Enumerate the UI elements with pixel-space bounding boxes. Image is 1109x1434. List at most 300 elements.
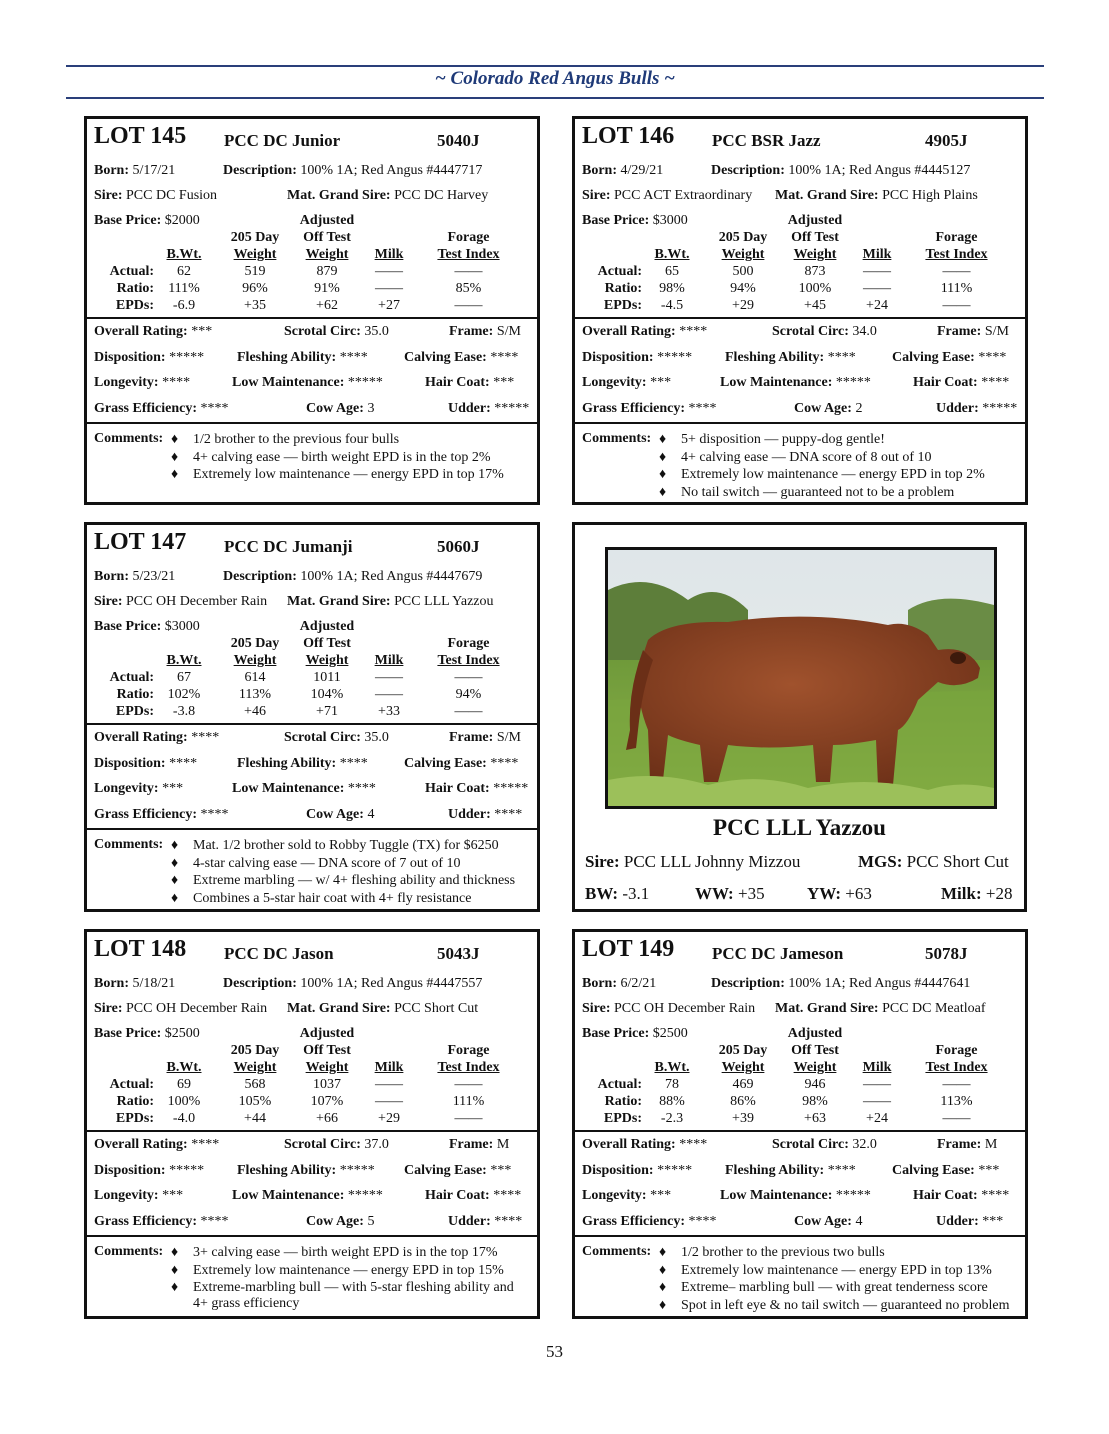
lot-card-145 [84, 116, 540, 505]
base-price: Base Price: $2500 [94, 1026, 200, 1041]
rating-udder: Udder: *** [936, 1213, 1004, 1229]
rating-longevity: Longevity: *** [94, 781, 184, 796]
row-label-epds: EPDs: [115, 1111, 154, 1126]
performance-cell: —— [942, 1111, 971, 1126]
performance-cell: +29 [732, 298, 754, 313]
bull-tag: 4905J [925, 131, 968, 150]
sire: Sire: PCC OH December Rain [582, 1001, 756, 1016]
rating-frame: Frame: M [449, 1137, 510, 1152]
performance-cell: —— [863, 1077, 891, 1092]
row-label-actual: Actual: [597, 1077, 642, 1092]
rating-cow_age: Cow Age: 3 [306, 400, 375, 416]
bull-name: PCC DC Junior [224, 131, 341, 150]
bull-tag: 5043J [437, 944, 480, 963]
header-forage: Forage [447, 230, 490, 245]
performance-cell: —— [454, 1077, 483, 1092]
comment-item: 3+ calving ease — birth weight EPD is in the top 17% [193, 1245, 498, 1260]
lot-heading [582, 936, 1019, 966]
rating-hair: Hair Coat: **** [425, 1188, 522, 1203]
row-label-epds: EPDs: [115, 298, 154, 313]
divider [575, 422, 1025, 424]
rating-low_maint: Low Maintenance: **** [232, 781, 376, 796]
rating-low_maint: Low Maintenance: ***** [720, 1188, 871, 1203]
performance-cell: 107% [310, 1094, 344, 1109]
header-test_index: Test Index [437, 653, 500, 668]
performance-cell: —— [454, 264, 483, 279]
header-adjusted: Adjusted [299, 619, 355, 634]
header-205-day: 205 Day [230, 1043, 280, 1058]
header-adjusted: Adjusted [299, 213, 355, 228]
header-milk: Milk [374, 653, 404, 668]
header-weight: Weight [233, 1060, 277, 1075]
performance-cell: —— [454, 1111, 483, 1126]
divider [87, 317, 537, 319]
rating-cow_age: Cow Age: 2 [794, 400, 863, 416]
performance-cell: —— [375, 687, 403, 702]
performance-cell: 519 [244, 264, 266, 279]
rating-disposition: Disposition: **** [94, 755, 198, 771]
performance-cell: -3.8 [172, 704, 196, 719]
born-date: Born: 5/17/21 [94, 163, 176, 178]
performance-cell: 65 [665, 264, 679, 279]
rating-cow_age: Cow Age: 4 [306, 806, 375, 822]
rating-disposition: Disposition: ***** [582, 349, 693, 365]
lot-number: LOT 147 [94, 529, 187, 555]
divider [87, 1235, 537, 1237]
performance-cell: 113% [238, 687, 272, 702]
rating-scrotal: Scrotal Circ: 35.0 [284, 324, 389, 339]
base-price: Base Price: $3000 [582, 213, 688, 228]
rating-overall: Overall Rating: **** [582, 324, 708, 339]
header-weight2: Weight [793, 247, 837, 262]
lot-heading [94, 936, 531, 966]
rating-hair: Hair Coat: **** [913, 375, 1010, 390]
rating-grass: Grass Efficiency: **** [94, 806, 229, 822]
row-label-ratio: Ratio: [116, 281, 154, 296]
header-forage: Forage [935, 1043, 978, 1058]
performance-cell: 111% [452, 1094, 485, 1109]
header-weight2: Weight [793, 1060, 837, 1075]
performance-cell: 88% [659, 1094, 685, 1109]
rating-udder: Udder: **** [448, 1213, 523, 1229]
featured-sire-sire: Sire: PCC LLL Johnny Mizzou [585, 852, 801, 871]
header-adjusted: Adjusted [787, 1026, 843, 1041]
base-price: Base Price: $2000 [94, 213, 200, 228]
bullet-icon: ♦ [171, 873, 179, 888]
header-milk: Milk [862, 247, 892, 262]
rating-hair: Hair Coat: ***** [425, 781, 529, 796]
header-forage: Forage [447, 636, 490, 651]
header-test_index: Test Index [437, 1060, 500, 1075]
maternal-grand-sire: Mat. Grand Sire: PCC DC Harvey [287, 188, 489, 203]
header-test_index: Test Index [925, 247, 988, 262]
performance-cell: +39 [732, 1111, 754, 1126]
featured-sire-card [572, 522, 1027, 912]
performance-cell: —— [375, 670, 403, 685]
bullet-icon: ♦ [171, 838, 179, 853]
performance-cell: 946 [804, 1077, 826, 1092]
bullet-icon: ♦ [171, 1262, 179, 1278]
lot-card-147 [84, 522, 540, 912]
performance-cell: 113% [940, 1094, 973, 1109]
featured-sire-milk: Milk: +28 [941, 884, 1013, 903]
rating-calving: Calving Ease: **** [892, 349, 1007, 365]
performance-cell: 78 [665, 1077, 679, 1092]
maternal-grand-sire: Mat. Grand Sire: PCC LLL Yazzou [287, 594, 494, 609]
rating-grass: Grass Efficiency: **** [94, 1213, 229, 1229]
rating-frame: Frame: S/M [937, 324, 1009, 339]
rating-grass: Grass Efficiency: **** [582, 1213, 717, 1229]
performance-cell: 614 [244, 670, 266, 685]
rating-disposition: Disposition: ***** [94, 1162, 205, 1178]
performance-cell: 91% [314, 281, 340, 296]
header-milk: Milk [374, 247, 404, 262]
divider [575, 1235, 1025, 1237]
row-label-actual: Actual: [109, 1077, 154, 1092]
lot-number: LOT 146 [582, 123, 675, 149]
performance-cell: 469 [732, 1077, 754, 1092]
bullet-icon: ♦ [171, 855, 179, 871]
bull-description: Description: 100% 1A; Red Angus #4447717 [223, 163, 483, 178]
performance-cell: —— [942, 298, 971, 313]
bullet-icon: ♦ [659, 467, 667, 482]
performance-cell: +44 [244, 1111, 266, 1126]
performance-cell: 98% [802, 1094, 828, 1109]
comment-item: No tail switch — guaranteed not to be a problem [681, 484, 955, 500]
rating-fleshing: Fleshing Ability: **** [237, 755, 368, 771]
rating-longevity: Longevity: *** [582, 1188, 672, 1203]
rating-overall: Overall Rating: *** [94, 324, 213, 339]
performance-cell: 111% [168, 281, 200, 296]
comments-label: Comments: [582, 431, 652, 446]
performance-cell: —— [375, 1094, 403, 1109]
rating-frame: Frame: M [937, 1137, 998, 1152]
rating-scrotal: Scrotal Circ: 34.0 [772, 324, 877, 339]
header-weight: Weight [233, 653, 277, 668]
divider [87, 1130, 537, 1132]
header-forage: Forage [935, 230, 978, 245]
performance-cell: 98% [659, 281, 685, 296]
comment-item: 5+ disposition — puppy-dog gentle! [681, 432, 885, 447]
performance-cell: +66 [316, 1111, 338, 1126]
header-bwt: B.Wt. [166, 653, 202, 668]
bullet-icon: ♦ [659, 449, 667, 465]
bull-tag: 5078J [925, 944, 968, 963]
comments-label: Comments: [582, 1244, 652, 1259]
header-off-test: Off Test [303, 1043, 351, 1058]
rating-calving: Calving Ease: **** [404, 349, 519, 365]
rating-udder: Udder: ***** [936, 400, 1018, 416]
bullet-icon: ♦ [171, 890, 179, 906]
maternal-grand-sire: Mat. Grand Sire: PCC High Plains [775, 188, 978, 203]
performance-cell: 94% [730, 281, 756, 296]
performance-cell: —— [942, 264, 971, 279]
performance-cell: —— [454, 704, 483, 719]
rating-calving: Calving Ease: **** [404, 755, 519, 771]
rating-fleshing: Fleshing Ability: **** [725, 349, 856, 365]
bullet-icon: ♦ [659, 1262, 667, 1278]
base-price: Base Price: $3000 [94, 619, 200, 634]
featured-sire-bw: BW: -3.1 [585, 884, 650, 903]
bullet-icon: ♦ [659, 1245, 667, 1260]
rating-overall: Overall Rating: **** [94, 730, 220, 745]
row-label-ratio: Ratio: [604, 281, 642, 296]
header-weight2: Weight [305, 247, 349, 262]
rating-calving: Calving Ease: *** [892, 1162, 1000, 1178]
header-205-day: 205 Day [230, 230, 280, 245]
performance-cell: +24 [866, 1111, 888, 1126]
performance-cell: 86% [730, 1094, 756, 1109]
featured-sire-mgs: MGS: PCC Short Cut [858, 852, 1009, 871]
lot-number: LOT 149 [582, 936, 675, 962]
bullet-icon: ♦ [171, 432, 179, 447]
header-off-test: Off Test [303, 230, 351, 245]
comment-item: Mat. 1/2 brother sold to Robby Tuggle (TX) for $6250 [193, 838, 499, 853]
header-205-day: 205 Day [230, 636, 280, 651]
bull-name: PCC DC Jason [224, 944, 334, 963]
bullet-icon: ♦ [171, 1280, 179, 1295]
born-date: Born: 5/18/21 [94, 976, 176, 991]
performance-cell: 568 [244, 1077, 266, 1092]
featured-sire-name: PCC LLL Yazzou [713, 815, 886, 840]
rating-hair: Hair Coat: *** [425, 375, 515, 390]
rating-longevity: Longevity: **** [94, 375, 191, 390]
maternal-grand-sire: Mat. Grand Sire: PCC Short Cut [287, 1001, 479, 1016]
header-bwt: B.Wt. [166, 1060, 202, 1075]
sire: Sire: PCC DC Fusion [94, 188, 218, 203]
page-header-title: ~ Colorado Red Angus Bulls ~ [434, 68, 676, 89]
rating-fleshing: Fleshing Ability: **** [237, 349, 368, 365]
divider [575, 1130, 1025, 1132]
rating-cow_age: Cow Age: 5 [306, 1213, 375, 1229]
performance-cell: 500 [732, 264, 754, 279]
performance-cell: +62 [316, 298, 338, 313]
rating-low_maint: Low Maintenance: ***** [232, 1188, 383, 1203]
page-number: 53 [546, 1342, 563, 1361]
rating-scrotal: Scrotal Circ: 32.0 [772, 1137, 877, 1152]
rating-scrotal: Scrotal Circ: 37.0 [284, 1137, 389, 1152]
bull-description: Description: 100% 1A; Red Angus #4447641 [711, 976, 971, 991]
rating-longevity: Longevity: *** [94, 1188, 184, 1203]
performance-cell: 102% [167, 687, 201, 702]
header-weight: Weight [721, 1060, 765, 1075]
sire: Sire: PCC OH December Rain [94, 1001, 268, 1016]
row-label-actual: Actual: [109, 670, 154, 685]
row-label-ratio: Ratio: [604, 1094, 642, 1109]
born-date: Born: 5/23/21 [94, 569, 176, 584]
bullet-icon: ♦ [659, 1280, 667, 1295]
performance-cell: —— [375, 264, 403, 279]
rating-scrotal: Scrotal Circ: 35.0 [284, 730, 389, 745]
bull-name: PCC BSR Jazz [712, 131, 821, 150]
performance-cell: -2.3 [660, 1111, 684, 1126]
performance-cell: —— [454, 298, 483, 313]
comment-item: 4+ calving ease — DNA score of 8 out of 10 [681, 449, 932, 465]
comment-item: Extremely low maintenance — energy EPD in top 15% [193, 1262, 504, 1278]
header-off-test: Off Test [303, 636, 351, 651]
lot-card-148 [84, 929, 540, 1319]
bullet-icon: ♦ [171, 467, 179, 482]
rating-fleshing: Fleshing Ability: ***** [237, 1162, 375, 1178]
header-milk: Milk [862, 1060, 892, 1075]
lot-heading [582, 123, 1019, 153]
lot-heading [94, 123, 531, 153]
performance-cell: 62 [177, 264, 191, 279]
performance-cell: +33 [378, 704, 400, 719]
red-angus-bull-image [608, 550, 994, 806]
rating-grass: Grass Efficiency: **** [94, 400, 229, 416]
featured-sire-yw: YW: +63 [807, 884, 872, 903]
born-date: Born: 6/2/21 [582, 976, 657, 991]
performance-cell: +63 [804, 1111, 826, 1126]
performance-cell: 67 [177, 670, 191, 685]
row-label-ratio: Ratio: [116, 1094, 154, 1109]
comments-label: Comments: [94, 1244, 164, 1259]
bullet-icon: ♦ [659, 484, 667, 500]
rating-grass: Grass Efficiency: **** [582, 400, 717, 416]
comment-item: 1/2 brother to the previous four bulls [193, 432, 400, 447]
comment-item: 1/2 brother to the previous two bulls [681, 1245, 885, 1260]
comment-item: Combines a 5-star hair coat with 4+ fly resistance [193, 890, 472, 906]
rating-low_maint: Low Maintenance: ***** [720, 375, 871, 390]
rating-disposition: Disposition: ***** [94, 349, 205, 365]
performance-cell: 100% [167, 1094, 201, 1109]
row-label-epds: EPDs: [603, 298, 642, 313]
bull-description: Description: 100% 1A; Red Angus #4447557 [223, 976, 483, 991]
performance-cell: —— [375, 1077, 403, 1092]
performance-cell: 85% [455, 281, 482, 296]
performance-cell: 94% [455, 687, 482, 702]
performance-cell: —— [454, 670, 483, 685]
header-weight2: Weight [305, 653, 349, 668]
header-milk: Milk [374, 1060, 404, 1075]
bull-description: Description: 100% 1A; Red Angus #4445127 [711, 163, 971, 178]
performance-cell: +29 [378, 1111, 400, 1126]
performance-cell: +24 [866, 298, 888, 313]
performance-cell: 879 [316, 264, 338, 279]
header-weight2: Weight [305, 1060, 349, 1075]
lot-card-149 [572, 929, 1028, 1319]
divider [87, 422, 537, 424]
performance-cell: 96% [242, 281, 268, 296]
performance-cell: +46 [244, 704, 266, 719]
row-label-epds: EPDs: [603, 1111, 642, 1126]
rating-longevity: Longevity: *** [582, 375, 672, 390]
performance-cell: +27 [378, 298, 400, 313]
comment-item: Extreme-marbling bull — with 5-star fleshing ability and [193, 1280, 514, 1295]
bullet-icon: ♦ [659, 432, 667, 447]
rating-calving: Calving Ease: *** [404, 1162, 512, 1178]
performance-cell: 100% [798, 281, 832, 296]
header-rule-bottom [66, 97, 1044, 99]
comment-item: Spot in left eye & no tail switch — guaranteed no problem [681, 1297, 1010, 1313]
rating-fleshing: Fleshing Ability: **** [725, 1162, 856, 1178]
comment-item: Extreme– marbling bull — with great tenderness score [681, 1280, 988, 1295]
rating-overall: Overall Rating: **** [94, 1137, 220, 1152]
bull-description: Description: 100% 1A; Red Angus #4447679 [223, 569, 483, 584]
header-bwt: B.Wt. [166, 247, 202, 262]
bull-photo [605, 547, 997, 809]
performance-cell: 1011 [313, 670, 341, 685]
comments-label: Comments: [94, 837, 164, 852]
comment-item: 4+ grass efficiency [193, 1295, 300, 1311]
header-off-test: Off Test [791, 1043, 839, 1058]
base-price: Base Price: $2500 [582, 1026, 688, 1041]
performance-cell: -4.0 [172, 1111, 196, 1126]
header-test_index: Test Index [437, 247, 500, 262]
performance-cell: —— [863, 1094, 891, 1109]
performance-cell: —— [375, 281, 403, 296]
lot-number: LOT 145 [94, 123, 187, 149]
rating-frame: Frame: S/M [449, 730, 521, 745]
bull-tag: 5060J [437, 537, 480, 556]
comment-item: 4-star calving ease — DNA score of 7 out of 10 [193, 855, 461, 871]
maternal-grand-sire: Mat. Grand Sire: PCC DC Meatloaf [775, 1001, 986, 1016]
header-205-day: 205 Day [718, 1043, 768, 1058]
row-label-ratio: Ratio: [116, 687, 154, 702]
comment-item: Extremely low maintenance — energy EPD in top 13% [681, 1262, 992, 1278]
performance-cell: +45 [804, 298, 826, 313]
performance-cell: 873 [804, 264, 826, 279]
row-label-actual: Actual: [597, 264, 642, 279]
performance-cell: 111% [940, 281, 973, 296]
born-date: Born: 4/29/21 [582, 163, 664, 178]
header-rule-top [66, 65, 1044, 67]
header-weight: Weight [721, 247, 765, 262]
rating-frame: Frame: S/M [449, 324, 521, 339]
performance-cell: 69 [177, 1077, 191, 1092]
performance-cell: 105% [238, 1094, 272, 1109]
performance-cell: 104% [310, 687, 344, 702]
row-label-actual: Actual: [109, 264, 154, 279]
header-weight: Weight [233, 247, 277, 262]
lot-heading [94, 529, 531, 559]
header-adjusted: Adjusted [787, 213, 843, 228]
header-forage: Forage [447, 1043, 490, 1058]
sire: Sire: PCC OH December Rain [94, 594, 268, 609]
comment-item: 4+ calving ease — birth weight EPD is in the top 2% [193, 449, 491, 465]
header-off-test: Off Test [791, 230, 839, 245]
header-205-day: 205 Day [718, 230, 768, 245]
rating-disposition: Disposition: ***** [582, 1162, 693, 1178]
rating-overall: Overall Rating: **** [582, 1137, 708, 1152]
performance-cell: +71 [316, 704, 338, 719]
performance-cell: -6.9 [172, 298, 196, 313]
performance-cell: —— [863, 281, 891, 296]
rating-udder: Udder: **** [448, 806, 523, 822]
featured-sire-ww: WW: +35 [695, 884, 765, 903]
performance-cell: -4.5 [660, 298, 684, 313]
bullet-icon: ♦ [659, 1297, 667, 1313]
performance-cell: 1037 [313, 1077, 341, 1092]
header-bwt: B.Wt. [654, 1060, 690, 1075]
performance-cell: —— [942, 1077, 971, 1092]
bull-tag: 5040J [437, 131, 480, 150]
lot-number: LOT 148 [94, 936, 187, 962]
comment-item: Extreme marbling — w/ 4+ fleshing ability and thickness [193, 873, 516, 888]
rating-hair: Hair Coat: **** [913, 1188, 1010, 1203]
divider [87, 723, 537, 725]
sire: Sire: PCC ACT Extraordinary [582, 188, 753, 203]
lot-card-146 [572, 116, 1028, 505]
row-label-epds: EPDs: [115, 704, 154, 719]
header-test_index: Test Index [925, 1060, 988, 1075]
comment-item: Extremely low maintenance — energy EPD in top 2% [681, 467, 985, 482]
performance-cell: —— [863, 264, 891, 279]
rating-low_maint: Low Maintenance: ***** [232, 375, 383, 390]
performance-cell: +35 [244, 298, 266, 313]
divider [575, 317, 1025, 319]
